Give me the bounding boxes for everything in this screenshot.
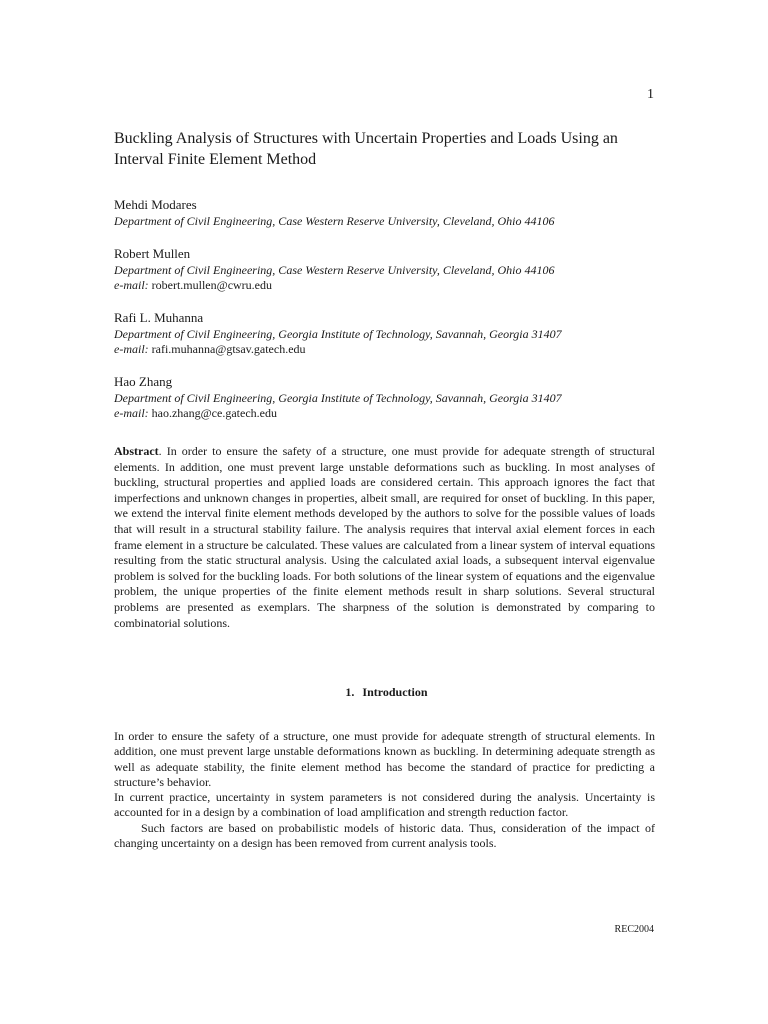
author-affiliation: Department of Civil Engineering, Case Western Reserve University, Cleveland, Ohio 44106 (114, 214, 555, 228)
abstract-text: . In order to ensure the safety of a structure, one must provide for adequate strength of structural elements. In addition, one must prevent large unstable deformations such as buckling. In most analyses of buckling, structural properties and applied loads are considered certain. This approach ignores the fact that imperfections and unknown changes in properties, albeit small, are required for onset of buckling. In this paper, we extend the interval finite element methods developed by the authors to solve for the possible values of loads that will result in a structural stability failure. The analysis requires that interval axial element forces in each frame element in a structure be calculated. These values are calculated from a linear system of interval equations resulting from the static structural analysis. Using the calculated axial loads, a subsequent interval eigenvalue problem is solved for the buckling loads. For both solutions of the linear system of equations and the eigenvalue problem, the unique properties of the finite element methods result in sharp solutions. Several structural problems are presented as exemplars. The sharpness of the solution is demonstrated by comparing to combinatorial solutions. (114, 444, 655, 630)
author-name: Rafi L. Muhanna (114, 310, 204, 325)
abstract-label: Abstract (114, 444, 159, 458)
author-email: robert.mullen@cwru.edu (151, 278, 273, 292)
intro-paragraph: In order to ensure the safety of a structure, one must provide for adequate strength of structural elements. In addition, one must prevent large unstable deformations known as buckling. In determining adequate strength as well as adequate stability, the finite element method has become the standard of practice for predicting a structure’s behavior. (114, 729, 655, 789)
email-label: e-mail: (114, 342, 149, 356)
author-email-row (114, 406, 659, 421)
section-title: Introduction (362, 685, 428, 699)
section-heading (114, 684, 659, 700)
author-block (114, 245, 659, 293)
email-label: e-mail: (114, 278, 149, 292)
author-name: Mehdi Modares (114, 197, 197, 212)
author-block (114, 309, 659, 357)
paper-title: Buckling Analysis of Structures with Uncertain Properties and Loads Using an Interval Finite Element Method (114, 130, 618, 168)
page-number: 1 (647, 87, 654, 102)
author-email-row (114, 278, 659, 293)
author-block (114, 373, 659, 421)
author-affiliation: Department of Civil Engineering, Case Western Reserve University, Cleveland, Ohio 44106 (114, 263, 555, 277)
author-name: Robert Mullen (114, 246, 191, 261)
footer-code: REC2004 (614, 924, 654, 935)
author-email: rafi.muhanna@gtsav.gatech.edu (151, 342, 306, 356)
author-email-row (114, 342, 659, 357)
section-number: 1. (345, 685, 355, 699)
intro-paragraph: In current practice, uncertainty in system parameters is not considered during the analysis. Uncertainty is accounted for in a design by a combination of load amplification and strength reduction factor. (114, 790, 655, 820)
author-affiliation: Department of Civil Engineering, Georgia Institute of Technology, Savannah, Georgia 31407 (114, 391, 562, 405)
author-email: hao.zhang@ce.gatech.edu (151, 406, 277, 420)
author-name: Hao Zhang (114, 374, 173, 389)
author-block (114, 196, 659, 229)
author-affiliation: Department of Civil Engineering, Georgia Institute of Technology, Savannah, Georgia 31407 (114, 327, 562, 341)
abstract-paragraph (114, 444, 655, 631)
author-list (114, 196, 659, 437)
email-label: e-mail: (114, 406, 149, 420)
intro-paragraph: Such factors are based on probabilistic models of historic data. Thus, consideration of the impact of changing uncertainty on a design has been removed from current analysis tools. (114, 820, 655, 851)
introduction-body (114, 729, 655, 851)
